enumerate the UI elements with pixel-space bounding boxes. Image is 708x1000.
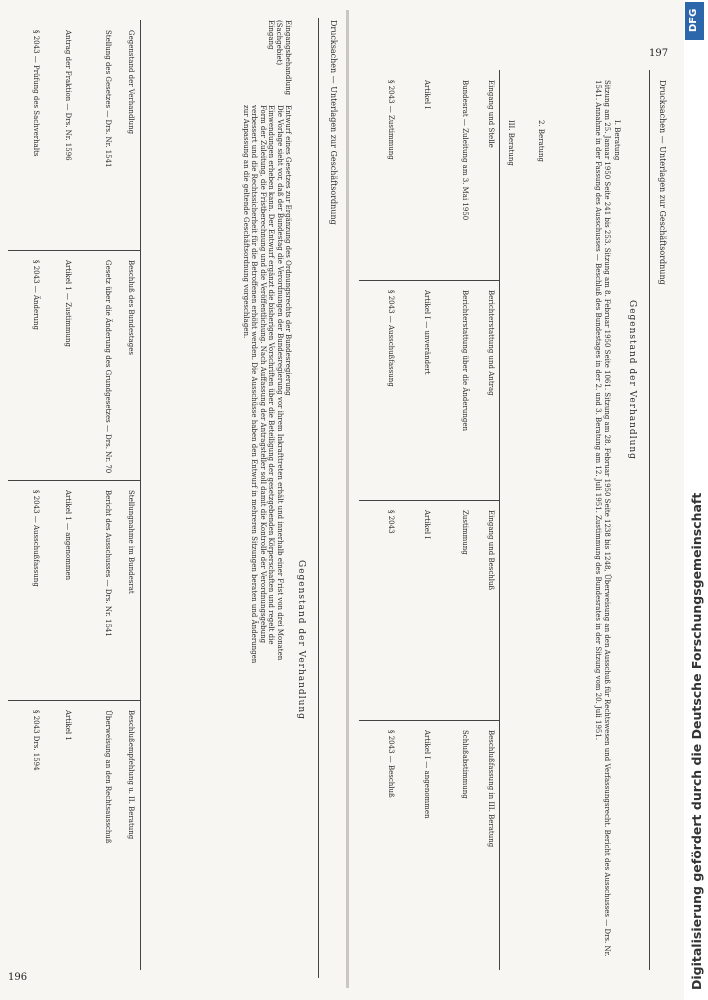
table-cell: Überweisung an den Rechtsausschuß bbox=[104, 710, 112, 844]
left-side-labels bbox=[266, 20, 292, 100]
table-cell: § 2043 — Ausschußfassung bbox=[32, 490, 40, 587]
table-cell: § 2043 — Ausschußfassung bbox=[387, 290, 395, 387]
right-table-header: Beschlußfassung in III. Beratung bbox=[487, 730, 495, 848]
table-cell: Schlußabstimmung bbox=[461, 730, 469, 799]
side-label: Eingang bbox=[266, 20, 275, 50]
left-page bbox=[0, 0, 346, 1000]
left-col-rule bbox=[8, 250, 140, 251]
table-cell: § 2043 bbox=[387, 510, 395, 534]
table-cell: Bericht des Ausschusses — Drs. Nr. 1541 bbox=[104, 490, 112, 637]
table-cell: Artikel I — angenommen bbox=[423, 730, 431, 819]
right-section-heading: Gegenstand der Verhandlung bbox=[627, 300, 637, 460]
left-entry-title: Entwurf eines Gesetzes zur Ergänzung des Ordnungsrechts der Bundesregierung bbox=[284, 105, 292, 396]
table-cell: § 2043 — Prüfung des Sachverhalts bbox=[32, 30, 40, 157]
table-cell: Artikel 1 — Zustimmung bbox=[64, 260, 72, 347]
table-cell: Gesetz über die Änderung des Grundgesetzes — Drs. Nr. 70 bbox=[104, 260, 112, 474]
right-table-rule bbox=[499, 70, 500, 970]
left-running-head bbox=[328, 20, 338, 960]
right-page bbox=[349, 0, 684, 1000]
side-label: (Sachgebiet) bbox=[275, 20, 284, 66]
right-table-header: Berichterstattung und Antrag bbox=[487, 290, 495, 396]
left-section-heading: Gegenstand der Verhandlung bbox=[296, 560, 306, 720]
table-cell: Artikel I bbox=[423, 510, 431, 540]
table-cell: Artikel I — unverändert bbox=[423, 290, 431, 375]
dfg-logo bbox=[685, 2, 704, 40]
left-table-header: Gegenstand der Verhandlung bbox=[127, 30, 135, 135]
right-running-head bbox=[657, 80, 667, 960]
right-col-rule bbox=[359, 500, 499, 501]
table-cell: Berichterstattung über die Änderungen bbox=[461, 290, 469, 432]
right-head-rule bbox=[649, 70, 650, 970]
right-subsection: III. Beratung bbox=[507, 120, 515, 166]
left-page-number: 196 bbox=[8, 972, 28, 983]
right-col-rule bbox=[359, 280, 499, 281]
table-cell: § 2043 Drs. 1594 bbox=[32, 710, 40, 771]
table-cell: § 2043 — Zustimmung bbox=[387, 80, 395, 160]
table-cell: Artikel 1 bbox=[64, 710, 72, 741]
dfg-logo-text: DFG bbox=[688, 8, 699, 32]
right-table-header: Eingang und Beschluß bbox=[487, 510, 495, 591]
left-table-header: Beschluß des Bundestages bbox=[127, 260, 135, 355]
right-running-head-text: Drucksachen — Unterlagen zur Geschäftsordnung bbox=[658, 80, 667, 285]
left-col-rule bbox=[8, 700, 140, 701]
dfg-notice-text: Digitalisierung gefördert durch die Deutsche Forschungsgemeinschaft bbox=[689, 492, 704, 990]
table-cell: Artikel 1 — angenommen bbox=[64, 490, 72, 581]
side-label: Eingangsbehandlung bbox=[284, 20, 292, 96]
left-head-rule bbox=[318, 18, 319, 978]
table-cell: § 2043 — Änderung bbox=[32, 260, 40, 331]
left-body-text: Die Vorlage sieht vor, daß der Bundestag die Verordnungen der Bundesregierung vor ihrem Inkrafttreten erhält und innerhalb einer Frist von drei Monaten Einwendungen erheben kann. Der Entwurf ergänzt die bisherigen Vorschriften über die Beteiligung der gesetzgebenden Körperschaften und regelt die Form der Zuleitung, die Fristberechnung und die Veröffentlichung. Nach Auffassung der Antragsteller soll damit die Kontrolle der Verordnungsgebung verbessert und die Rechtssicherheit für die Betroffenen erhöht werden. Die Ausschüsse haben den Entwurf in mehreren Sitzungen beraten und Änderungen zur Anpassung an die geltende Geschäftsordnung vorgeschlagen. bbox=[241, 105, 284, 664]
table-cell: Bundesrat — Zuleitung am 3. Mai 1950 bbox=[461, 80, 469, 221]
right-page-number: 197 bbox=[649, 48, 669, 59]
right-table-header: Eingang und Stelle bbox=[487, 80, 495, 148]
table-cell: § 2043 — Beschluß bbox=[387, 730, 395, 798]
left-table-rule bbox=[140, 20, 141, 970]
left-col-rule bbox=[8, 480, 140, 481]
right-col-rule bbox=[359, 720, 499, 721]
right-subsection: I. Beratung bbox=[613, 120, 621, 161]
table-cell: Stellung des Gesetzes — Drs. Nr. 1541 bbox=[104, 30, 112, 168]
table-cell: Zustimmung bbox=[461, 510, 469, 555]
left-table-header: Stellungnahme im Bundesrat bbox=[127, 490, 135, 594]
right-body-text: Sitzung am 25. Januar 1950 Seite 241 bis 253. Sitzung am 8. Februar 1950 Seite 1061. Sitzung am 28. Februar 1950 Seite 1238 bis 1248, Überweisung an den Ausschuß für Rechtswesen und Verfassungsrecht. Bericht des Ausschusses — Drs. Nr. 1541. Annahme in der Fassung des Ausschusses — Beschluß des Bundestages in der 2. und 3. Beratung am 12. Juli 1951. Zustimmung des Bundesrates in der Sitzung vom 20. Juli 1951. bbox=[594, 80, 611, 957]
left-table-header: Beschlußempfehlung u. II. Beratung bbox=[127, 710, 135, 840]
right-subsection: 2. Beratung bbox=[537, 120, 545, 163]
left-running-head-text: Drucksachen — Unterlagen zur Geschäftsordnung bbox=[329, 20, 338, 225]
dfg-notice-strip bbox=[684, 0, 708, 1000]
table-cell: Antrag der Fraktion — Drs. Nr. 1596 bbox=[64, 30, 72, 161]
table-cell: Artikel I bbox=[423, 80, 431, 110]
